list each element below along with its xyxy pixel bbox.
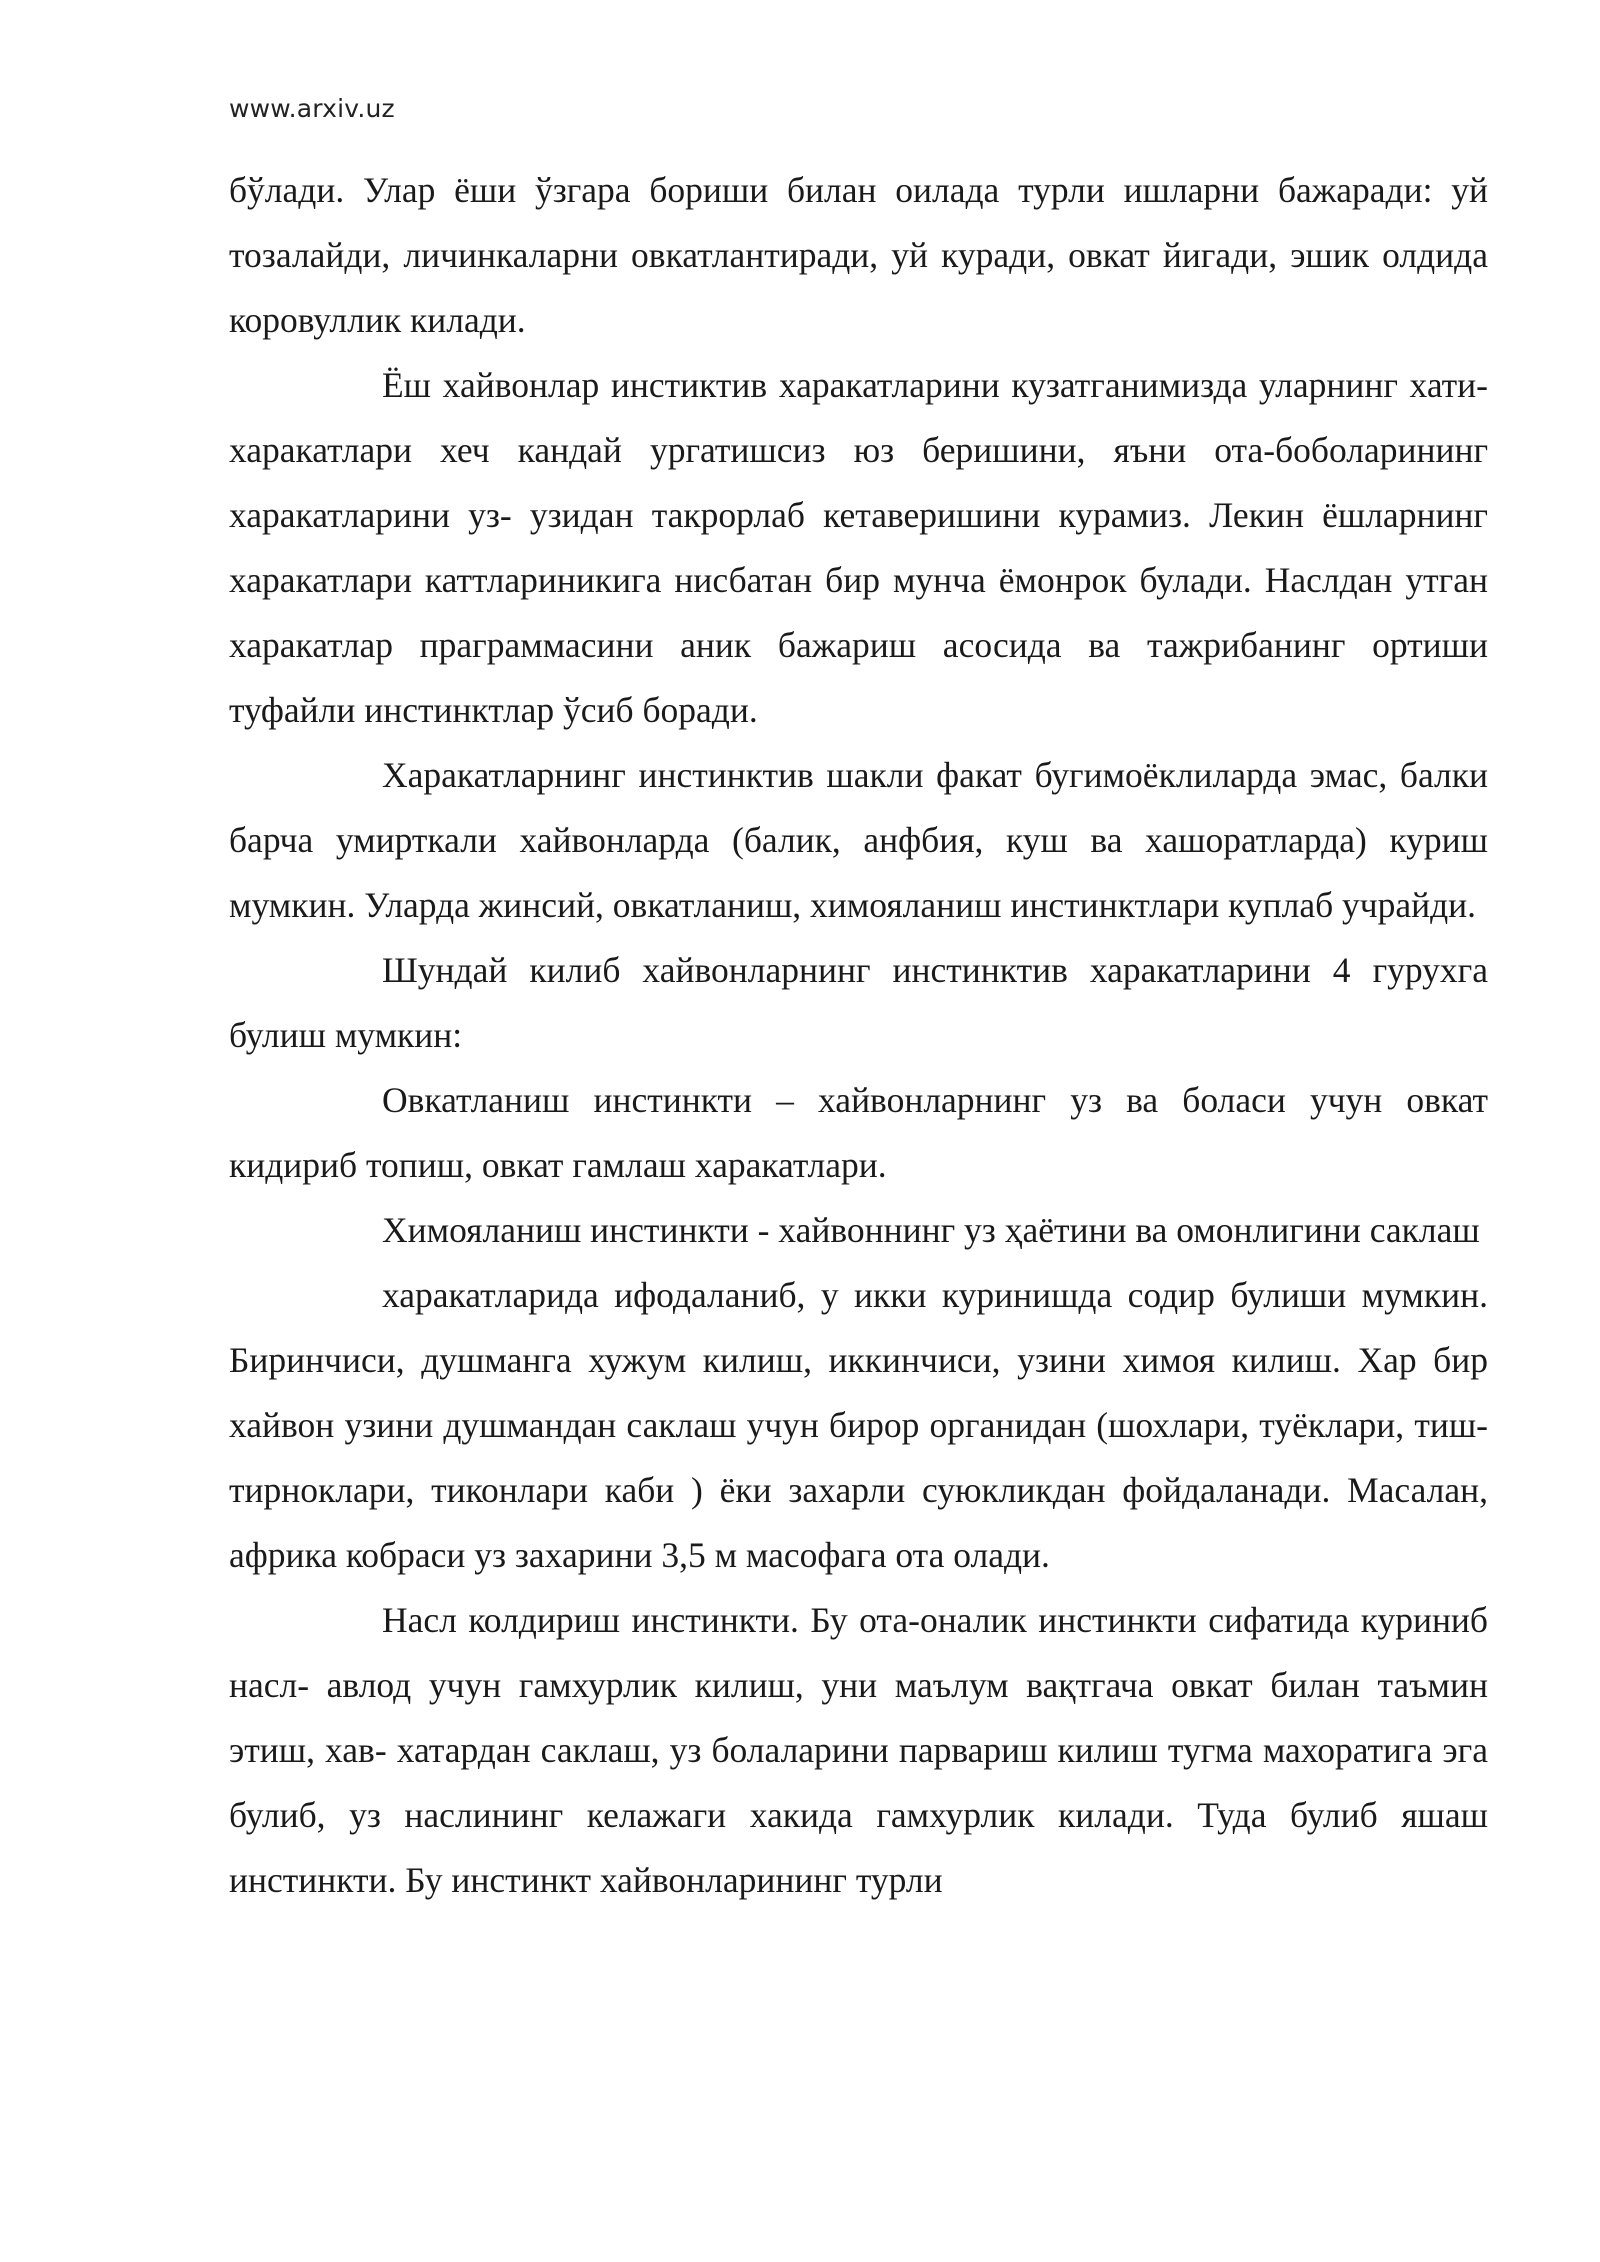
document-body — [229, 158, 1488, 1913]
paragraph-6: Химояланиш инстинкти - хайвоннинг уз ҳаётини ва омонлигини саклаш — [382, 1210, 1480, 1250]
site-header: www.arxiv.uz — [229, 94, 395, 123]
paragraph-8: Насл колдириш инстинкти. Бу ота-оналик инстинкти сифатида куриниб насл- авлод учун гамхурлик килиш, уни маълум вақтгача овкат билан таъмин этиш, хав- хатардан саклаш, уз болаларини парвариш килиш тугма махоратига эга булиб, уз наслининг келажаги хакида гамхурлик килади. Туда булиб яшаш инстинкти. Бу инстинкт хайвонларининг турли — [229, 1600, 1488, 1900]
paragraph-5: Овкатланиш инстинкти – хайвонларнинг уз ва боласи учун овкат кидириб топиш, овкат гамлаш харакатлари. — [229, 1080, 1488, 1185]
paragraph-1: бўлади. Улар ёши ўзгара бориши билан оилада турли ишларни бажаради: уй тозалайди, личинкаларни овкатлантиради, уй куради, овкат йигади, эшик олдида коровуллик килади. — [229, 170, 1488, 340]
paragraph-4: Шундай килиб хайвонларнинг инстинктив харакатларини 4 гурухга булиш мумкин: — [229, 950, 1488, 1055]
paragraph-7: харакатларида ифодаланиб, у икки куринишда содир булиши мумкин. Биринчиси, душманга хужум килиш, иккинчиси, узини химоя килиш. Хар бир хайвон узини душмандан саклаш учун бирор органидан (шохлари, туёклари, тиш-тирноклари, тиконлари каби ) ёки захарли суюкликдан фойдаланади. Масалан, африка кобраси уз захарини 3,5 м масофага ота олади. — [229, 1275, 1488, 1575]
paragraph-2: Ёш хайвонлар инстиктив харакатларини кузатганимизда уларнинг хати- харакатлари хеч кандай ургатишсиз юз беришини, яъни ота-боболарининг харакатларини уз- узидан такрорлаб кетаверишини курамиз. Лекин ёшларнинг харакатлари каттлариникига нисбатан бир мунча ёмонрок булади. Наслдан утган харакатлар праграммасини аник бажариш асосида ва тажрибанинг ортиши туфайли инстинктлар ўсиб боради. — [229, 365, 1488, 730]
paragraph-3: Харакатларнинг инстинктив шакли факат бугимоёклиларда эмас, балки барча умирткали хайвонларда (балик, анфбия, куш ва хашоратларда) куриш мумкин. Уларда жинсий, овкатланиш, химояланиш инстинктлари куплаб учрайди. — [229, 755, 1488, 925]
